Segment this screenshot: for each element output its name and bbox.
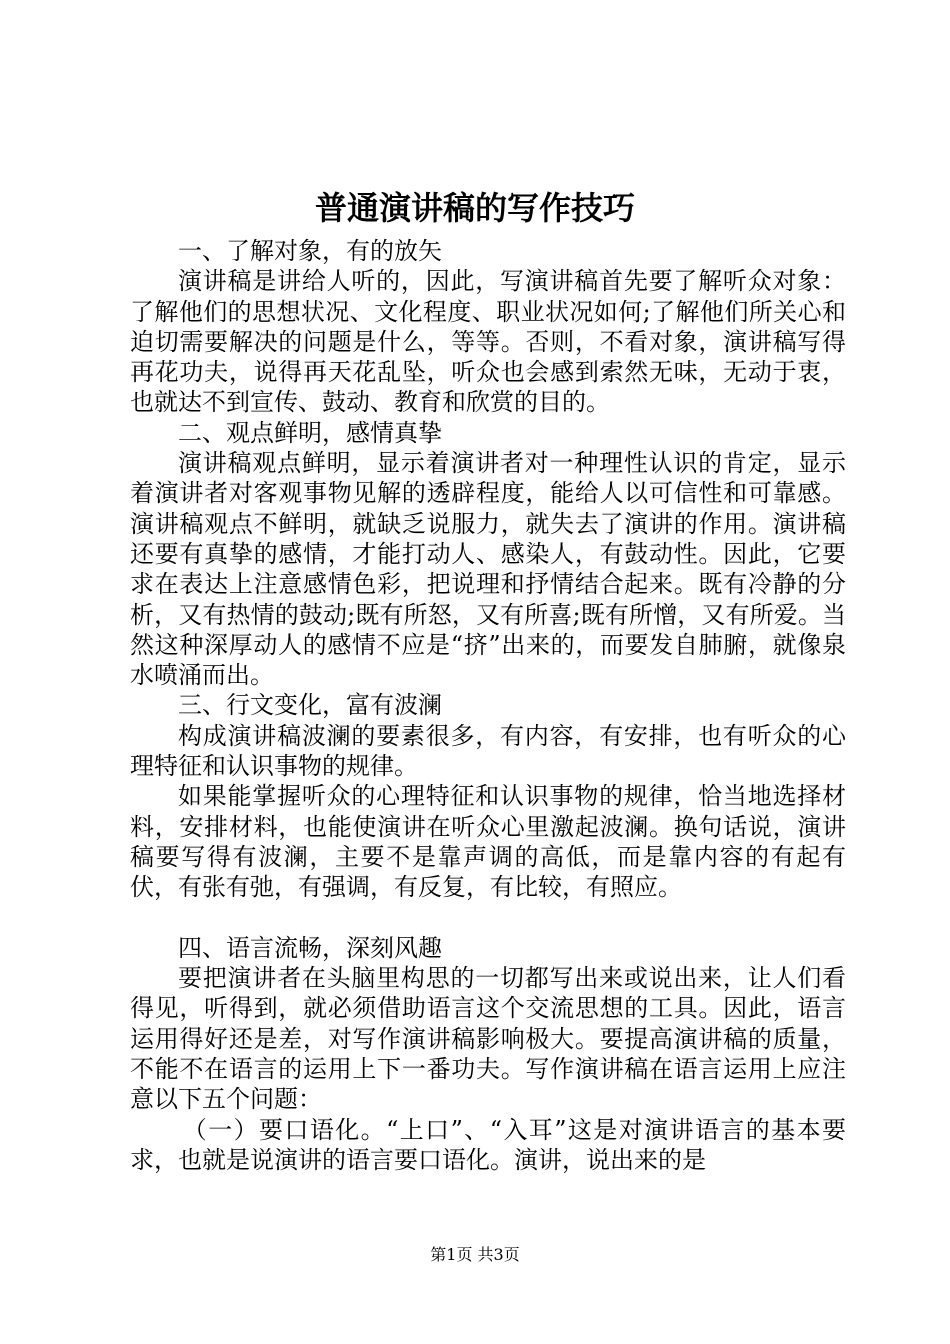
paragraph-spacer [130, 903, 846, 933]
paragraph: 如果能掌握听众的心理特征和认识事物的规律，恰当地选择材料，安排材料，也能使演讲在听众心里激起波澜。换句话说，演讲稿要写得有波澜，主要不是靠声调的高低，而是靠内容的有起有伏，有张有弛，有强调，有反复，有比较，有照应。 [130, 782, 846, 902]
paragraph: 演讲稿是讲给人听的，因此，写演讲稿首先要了解听众对象：了解他们的思想状况、文化程度、职业状况如何;了解他们所关心和迫切需要解决的问题是什么，等等。否则，不看对象，演讲稿写得再花功夫，说得再天花乱坠，听众也会感到索然无味，无动于衷，也就达不到宣传、鼓动、教育和欣赏的目的。 [130, 267, 846, 417]
section-heading-3: 三、行文变化，富有波澜 [178, 691, 442, 720]
page-number-footer: 第1页 共3页 [430, 1245, 520, 1264]
section-heading-4: 四、语言流畅，深刻风趣 [178, 933, 442, 962]
page-title: 普通演讲稿的写作技巧 [314, 189, 635, 227]
paragraph: 构成演讲稿波澜的要素很多，有内容，有安排，也有听众的心理特征和认识事物的规律。 [130, 721, 846, 781]
paragraph: 演讲稿观点鲜明，显示着演讲者对一种理性认识的肯定，显示着演讲者对客观事物见解的透辟程度，能给人以可信性和可靠感。演讲稿观点不鲜明，就缺乏说服力，就失去了演讲的作用。演讲稿还要有真挚的感情，才能打动人、感染人，有鼓动性。因此，它要求在表达上注意感情色彩，把说理和抒情结合起来。既有冷静的分析，又有热情的鼓动;既有所怒，又有所喜;既有所憎，又有所爱。当然这种深厚动人的感情不应是“挤”出来的，而要发自肺腑，就像泉水喷涌而出。 [130, 449, 846, 690]
sub-point-1: （一）要口语化。“上口”、“入耳”这是对演讲语言的基本要求，也就是说演讲的语言要口语化。演讲，说出来的是 [130, 1115, 846, 1174]
section-heading-2: 二、观点鲜明，感情真挚 [178, 418, 442, 447]
document-body [130, 236, 846, 1175]
section-heading-1: 一、了解对象，有的放矢 [178, 237, 442, 265]
paragraph: 要把演讲者在头脑里构思的一切都写出来或说出来，让人们看得见，听得到，就必须借助语言这个交流思想的工具。因此，语言运用得好还是差，对写作演讲稿影响极大。要提高演讲稿的质量，不能不在语言的运用上下一番功夫。写作演讲稿在语言运用上应注意以下五个问题： [130, 964, 846, 1114]
